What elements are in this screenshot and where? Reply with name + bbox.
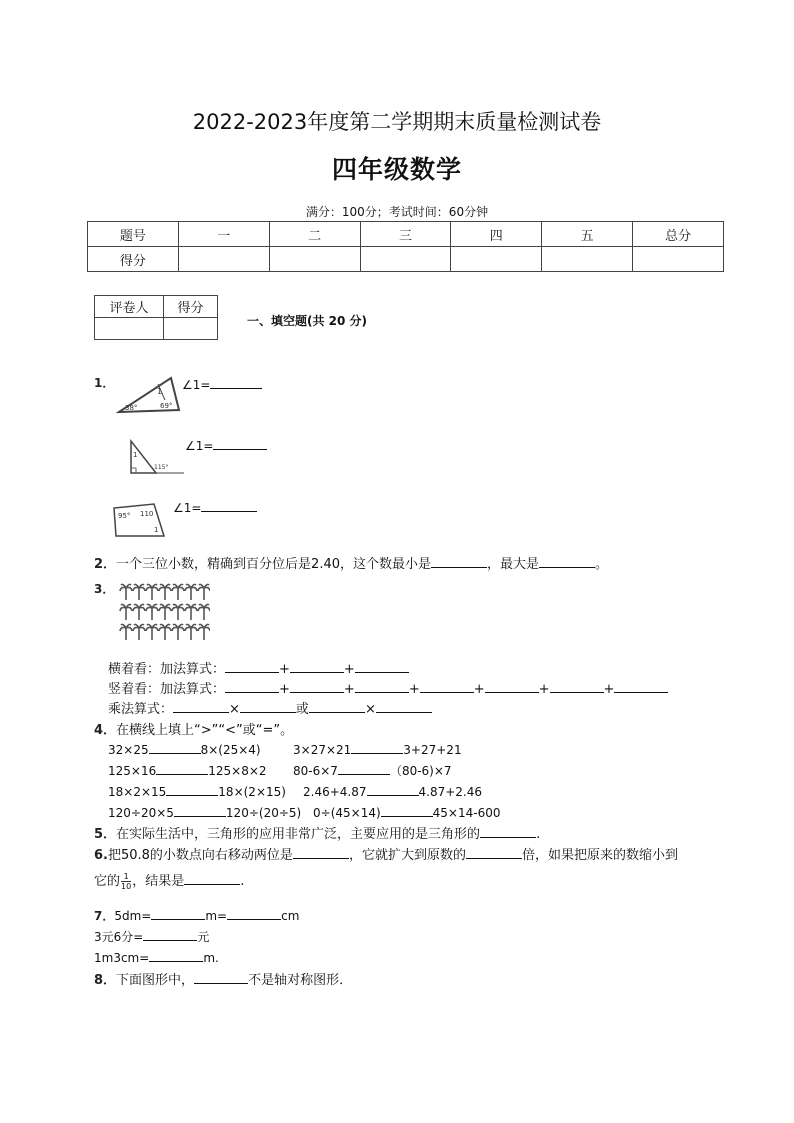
- question-text: .: [240, 874, 245, 889]
- question-text: 3元6分=: [94, 930, 144, 944]
- answer-blank[interactable]: [309, 699, 365, 713]
- answer-blank[interactable]: [227, 906, 281, 920]
- fig3-angle-a: 95°: [118, 512, 131, 520]
- palm-tree-icon: [198, 604, 210, 620]
- comparison-blank[interactable]: [338, 761, 390, 775]
- fig1-answer: [182, 375, 262, 392]
- score-table-cell: 题号: [88, 222, 179, 247]
- comparison-left: 120÷20×5: [108, 806, 174, 820]
- question-number: 3．: [94, 582, 115, 596]
- question-text: 5dm=: [114, 909, 152, 923]
- plus-sign: +: [279, 682, 290, 697]
- angle-label: ∠1=: [185, 439, 214, 453]
- question-number: 8．: [94, 973, 117, 988]
- question-text: 元: [197, 930, 210, 944]
- exam-info: 满分：100分；考试时间：60分钟: [305, 205, 489, 219]
- score-input-cell[interactable]: [360, 247, 451, 272]
- comparison-blank[interactable]: [174, 803, 226, 817]
- palm-tree-icon: [133, 604, 145, 620]
- question-text: 1m3cm=: [94, 951, 150, 965]
- fig3-angle-mark: 1: [154, 526, 159, 534]
- times-sign: ×: [364, 702, 376, 717]
- question-text: m.: [203, 951, 219, 965]
- answer-blank[interactable]: [614, 679, 668, 693]
- answer-blank[interactable]: [290, 659, 344, 673]
- answer-blank[interactable]: [225, 659, 279, 673]
- palm-tree-icon: [133, 584, 145, 600]
- palm-tree-icon: [159, 624, 171, 640]
- question-5: [94, 823, 540, 842]
- answer-blank[interactable]: [550, 679, 604, 693]
- fig2-answer: [185, 436, 267, 453]
- comparison-item: [108, 761, 267, 778]
- score-table-cell: 二: [269, 222, 360, 247]
- comparison-right: 3+27+21: [403, 743, 462, 757]
- plus-sign: +: [603, 682, 615, 697]
- angle-label: ∠1=: [173, 501, 202, 515]
- comparison-left: 32×25: [108, 743, 149, 757]
- comparison-blank[interactable]: [156, 761, 208, 775]
- question-text: 一个三位小数，精确到百分位后是2.40，这个数最小是: [116, 557, 431, 572]
- quadrilateral-figure-3: [110, 500, 170, 540]
- comparison-item: [108, 740, 261, 757]
- question-text: 倍，如果把原来的数缩小到: [521, 848, 678, 863]
- exam-title: 2022-2023年度第二学期期末质量检测试卷: [192, 110, 602, 134]
- comparison-item: [293, 761, 452, 779]
- answer-blank[interactable]: [201, 498, 257, 512]
- score-input-cell[interactable]: [178, 247, 269, 272]
- score-input-cell[interactable]: [451, 247, 542, 272]
- answer-blank[interactable]: [194, 970, 248, 984]
- palm-tree-icon: [172, 584, 184, 600]
- score-row-label: 得分: [88, 247, 179, 272]
- grader-table: [94, 295, 218, 340]
- subject-title: 四年级数学: [331, 155, 462, 184]
- answer-blank[interactable]: [293, 845, 349, 859]
- fraction-denominator: 10: [121, 882, 132, 891]
- question-text: ，它就扩大到原数的: [348, 848, 466, 863]
- or-text: 或: [295, 702, 309, 717]
- grader-label: 评卷人: [95, 296, 164, 318]
- answer-blank[interactable]: [225, 679, 279, 693]
- question-4-prompt: [94, 719, 293, 738]
- question-text: 把50.8的小数点向右移动两位是: [107, 848, 293, 863]
- question-text: 下面图形中，: [116, 973, 195, 988]
- plus-sign: +: [279, 662, 290, 677]
- question-text: 在实际生活中，三角形的应用非常广泛，主要应用的是三角形的: [116, 827, 481, 842]
- score-table-cell: 三: [360, 222, 451, 247]
- score-table-cell: 四: [451, 222, 542, 247]
- fig3-angle-b: 110: [140, 510, 154, 518]
- grader-score-cell[interactable]: [164, 318, 218, 340]
- question-number: 6.: [94, 848, 108, 863]
- question-2: [94, 553, 608, 572]
- comparison-right: 8×(25×4): [200, 743, 261, 757]
- plus-sign: +: [538, 682, 550, 697]
- fig1-angle-b: 69°: [160, 402, 173, 410]
- comparison-blank[interactable]: [166, 782, 218, 796]
- comparison-left: 2.46+4.87: [303, 785, 367, 799]
- comparison-item: [293, 740, 462, 757]
- question-text: .: [536, 827, 541, 842]
- q3-vertical-line: [108, 678, 668, 697]
- palm-tree-icon: [159, 604, 171, 620]
- question-number: 7．: [94, 909, 115, 923]
- angle-label: ∠1=: [182, 378, 211, 392]
- vertical-label: 竖着看：加法算式：: [108, 682, 226, 697]
- grader-input-cell[interactable]: [95, 318, 164, 340]
- horizontal-label: 横着看：加法算式：: [108, 662, 226, 677]
- score-table-cell: 总分: [633, 222, 724, 247]
- plus-sign: +: [343, 682, 355, 697]
- palm-tree-icon: [185, 604, 197, 620]
- q3-multiply-line: [108, 698, 432, 717]
- question-text: cm: [281, 909, 300, 923]
- answer-blank[interactable]: [184, 871, 240, 885]
- question-text: ，结果是: [132, 874, 185, 889]
- palm-tree-icon: [172, 604, 184, 620]
- answer-blank[interactable]: [240, 699, 296, 713]
- score-input-cell[interactable]: [633, 247, 724, 272]
- plus-sign: +: [408, 682, 420, 697]
- question-number: 2．: [94, 557, 117, 572]
- answer-blank[interactable]: [151, 906, 205, 920]
- answer-blank[interactable]: [466, 845, 522, 859]
- question-number: 1．: [94, 376, 115, 390]
- comparison-right: 4.87+2.46: [418, 785, 482, 799]
- answer-blank[interactable]: [355, 679, 409, 693]
- comparison-right: 18×(2×15): [218, 785, 286, 799]
- fig2-angle-mark: 1: [133, 451, 138, 459]
- palm-tree-icon: [185, 584, 197, 600]
- answer-blank[interactable]: [149, 948, 203, 962]
- comparison-right: 120÷(20÷5): [225, 806, 302, 820]
- fraction-numerator: 1: [121, 872, 131, 882]
- comparison-blank[interactable]: [381, 803, 433, 817]
- comparison-right: （80-6)×7: [389, 764, 452, 778]
- answer-blank[interactable]: [420, 679, 474, 693]
- question-8: [94, 969, 352, 988]
- score-table: [87, 221, 724, 272]
- answer-blank[interactable]: [485, 679, 539, 693]
- answer-blank[interactable]: [355, 659, 409, 673]
- score-table-cell: 一: [178, 222, 269, 247]
- question-7-line-3: [94, 948, 219, 965]
- question-number: 4．: [94, 723, 117, 738]
- palm-tree-icon: [120, 624, 132, 640]
- score-table-score-row: [88, 247, 724, 272]
- answer-blank[interactable]: [290, 679, 344, 693]
- question-6-line-2: [94, 870, 244, 891]
- question-text: m=: [205, 909, 228, 923]
- comparison-left: 80-6×7: [293, 764, 338, 778]
- section-title: 一、填空题(共 20 分): [247, 314, 368, 328]
- score-table-header-row: [88, 222, 724, 247]
- times-sign: ×: [229, 702, 240, 717]
- answer-blank[interactable]: [173, 699, 229, 713]
- triangle-figure-1: [115, 374, 183, 416]
- answer-blank-min[interactable]: [431, 554, 487, 568]
- palm-tree-icon: [146, 584, 158, 600]
- comparison-blank[interactable]: [149, 740, 201, 754]
- q3-horizontal-line: [108, 658, 409, 677]
- fig3-answer: [173, 498, 257, 515]
- palm-tree-icon: [198, 624, 210, 640]
- comparison-item: [313, 803, 500, 820]
- answer-blank[interactable]: [376, 699, 432, 713]
- plus-sign: +: [343, 662, 355, 677]
- palm-tree-grid-image: [118, 581, 210, 643]
- answer-blank[interactable]: [143, 927, 197, 941]
- palm-tree-icon: [198, 584, 210, 600]
- comparison-item: [303, 782, 482, 799]
- palm-tree-icon: [146, 624, 158, 640]
- question-text: 它的: [94, 874, 121, 889]
- score-table-cell: 五: [542, 222, 633, 247]
- question-text: 。: [595, 557, 609, 572]
- question-text: 在横线上填上“>”“<”或“=”。: [116, 723, 294, 738]
- comparison-item: [108, 782, 286, 799]
- palm-tree-icon: [133, 624, 145, 640]
- question-7-line-2: [94, 927, 209, 945]
- palm-tree-icon: [146, 604, 158, 620]
- comparison-right: 125×8×2: [208, 764, 267, 778]
- fig1-angle-a: 38°: [125, 404, 138, 412]
- answer-blank[interactable]: [480, 824, 536, 838]
- comparison-right: 45×14-600: [432, 806, 501, 820]
- multiply-label: 乘法算式：: [108, 702, 174, 717]
- palm-tree-icon: [120, 604, 132, 620]
- answer-blank[interactable]: [213, 436, 267, 450]
- question-7-line-1: [94, 906, 299, 924]
- comparison-left: 3×27×21: [293, 743, 352, 757]
- score-input-cell[interactable]: [269, 247, 360, 272]
- grader-score-label: 得分: [164, 296, 218, 318]
- question-6-line-1: [94, 844, 678, 863]
- answer-blank[interactable]: [210, 375, 262, 389]
- score-input-cell[interactable]: [542, 247, 633, 272]
- fig2-angle-a: 115°: [154, 464, 169, 471]
- comparison-left: 18×2×15: [108, 785, 167, 799]
- question-number: 5．: [94, 827, 117, 842]
- comparison-blank[interactable]: [351, 740, 403, 754]
- palm-tree-icon: [172, 624, 184, 640]
- palm-tree-icon: [120, 584, 132, 600]
- fraction: [121, 872, 131, 891]
- comparison-item: [108, 803, 301, 820]
- palm-tree-icon: [185, 624, 197, 640]
- comparison-blank[interactable]: [367, 782, 419, 796]
- comparison-left: 0÷(45×14): [313, 806, 381, 820]
- fig1-angle-mark: 1: [157, 387, 163, 396]
- answer-blank-max[interactable]: [539, 554, 595, 568]
- question-text: 不是轴对称图形．: [248, 973, 353, 988]
- palm-tree-icon: [159, 584, 171, 600]
- question-text: ，最大是: [487, 557, 540, 572]
- comparison-left: 125×16: [108, 764, 157, 778]
- triangle-figure-2: [126, 437, 186, 477]
- plus-sign: +: [473, 682, 485, 697]
